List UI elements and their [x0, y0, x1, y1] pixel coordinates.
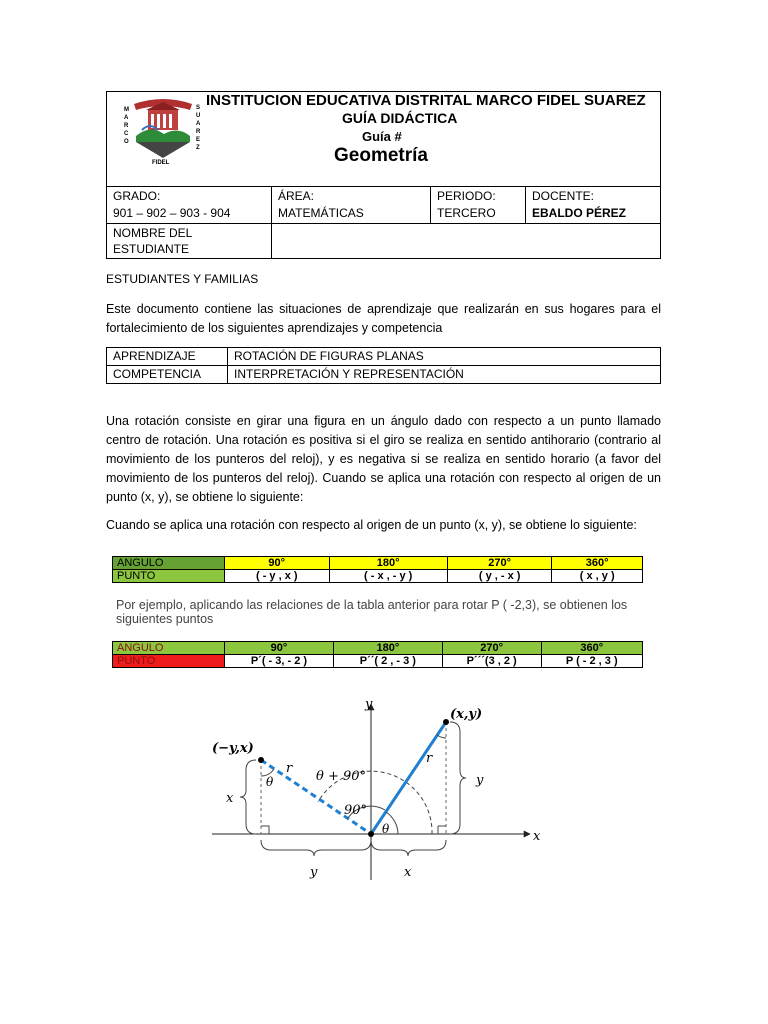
logo-text-bottom: FIDEL: [152, 160, 170, 166]
label-point-rotated: (−y,x): [212, 741, 254, 756]
point-label: PUNTO: [113, 570, 225, 583]
right-angle-left: [261, 826, 269, 834]
arc-theta-right: [437, 735, 446, 738]
label-right-y: y: [476, 773, 484, 788]
brace-right: [450, 722, 466, 834]
point-rotated: [258, 757, 264, 763]
docente-value: EBALDO PÉREZ: [532, 206, 627, 220]
point-label: PUNTO: [113, 655, 225, 668]
grado-cell: [107, 187, 272, 224]
brace-bottom-left: [261, 840, 371, 856]
y-axis-label: y: [365, 697, 373, 712]
angle-cell: 180°: [329, 557, 447, 570]
segment-original: [371, 722, 446, 834]
student-name-label: NOMBRE DEL ESTUDIANTE: [107, 224, 272, 259]
point-cell: ( x , y ): [552, 570, 643, 583]
logo-text-left: MARCO: [124, 107, 129, 145]
periodo-cell: [431, 187, 526, 224]
label-r-left: r: [286, 761, 293, 776]
competencia-label: COMPETENCIA: [107, 366, 228, 384]
angle-cell: 90°: [225, 642, 334, 655]
angle-cell: 360°: [541, 642, 642, 655]
point-cell: ( - y , x ): [225, 570, 330, 583]
guide-number: Guía #: [362, 129, 402, 144]
point-cell: P´´´(3 , 2 ): [442, 655, 541, 668]
area-cell: [272, 187, 431, 224]
student-name-field[interactable]: [272, 224, 661, 259]
point-cell: ( - x , - y ): [329, 570, 447, 583]
periodo-label: PERIODO:: [437, 189, 496, 203]
x-axis-label: x: [533, 829, 541, 844]
audience-heading: ESTUDIANTES Y FAMILIAS: [106, 272, 259, 286]
angle-cell: 180°: [333, 642, 442, 655]
grado-value: 901 – 902 – 903 - 904: [113, 206, 231, 220]
example-text: Por ejemplo, aplicando las relaciones de la tabla anterior para rotar P ( -2,3), se obtienen los siguientes puntos: [116, 598, 628, 626]
origin-point: [368, 831, 374, 837]
label-90: 90°: [344, 803, 368, 818]
docente-label: DOCENTE:: [532, 189, 595, 203]
logo-text-right: SUAREZ: [196, 105, 201, 151]
point-original: [443, 719, 449, 725]
label-theta-origin: θ: [382, 822, 390, 836]
learning-table: [106, 347, 661, 384]
angle-cell: 90°: [225, 557, 330, 570]
rotation-rule-table: [112, 556, 643, 583]
guide-title: GUÍA DIDÁCTICA: [342, 110, 458, 126]
periodo-value: TERCERO: [437, 206, 496, 220]
aprendizaje-label: APRENDIZAJE: [107, 348, 228, 366]
label-bottom-x: x: [404, 865, 412, 880]
rotation-explanation-repeat: Cuando se aplica una rotación con respecto al origen de un punto (x, y), se obtiene lo siguiente:: [106, 518, 637, 532]
rotation-explanation: Una rotación consiste en girar una figura en un ángulo dado con respecto a un punto llamado centro de rotación. Una rotación es positiva si el giro se realiza en sentido antihorario (contrario al movimiento de los punteros del reloj), y es negativa si se realiza en sentido horario (a favor del movimiento de los punteros del reloj). Cuando se aplica una rotación con respecto al origen de un punto (x, y), se obtiene lo siguiente:: [106, 414, 661, 504]
angle-cell: 360°: [552, 557, 643, 570]
label-theta-left: θ: [266, 775, 274, 789]
point-cell: ( y , - x ): [447, 570, 552, 583]
label-point-original: (x,y): [450, 707, 483, 722]
brace-left: [240, 760, 256, 834]
angle-cell: 270°: [447, 557, 552, 570]
label-theta-plus-90: θ + 90°: [316, 769, 367, 784]
label-r-right: r: [426, 751, 433, 766]
point-cell: P ( - 2 , 3 ): [541, 655, 642, 668]
angle-label: ANGULO: [113, 642, 225, 655]
angle-cell: 270°: [442, 642, 541, 655]
grado-label: GRADO:: [113, 189, 161, 203]
competencia-value: INTERPRETACIÓN Y REPRESENTACIÓN: [228, 366, 661, 384]
info-table: [106, 186, 661, 259]
institution-name: INSTITUCION EDUCATIVA DISTRITAL MARCO FIDEL SUAREZ: [206, 92, 646, 109]
docente-cell: [526, 187, 661, 224]
area-label: ÁREA:: [278, 189, 315, 203]
point-cell: P´( - 3, - 2 ): [225, 655, 334, 668]
label-left-x: x: [226, 791, 234, 806]
aprendizaje-value: ROTACIÓN DE FIGURAS PLANAS: [228, 348, 661, 366]
brace-bottom-right: [371, 840, 446, 856]
area-value: MATEMÁTICAS: [278, 206, 364, 220]
angle-label: ANGULO: [113, 557, 225, 570]
school-logo: [120, 96, 206, 164]
example-table: [112, 641, 643, 668]
subject-title: Geometría: [334, 145, 428, 166]
intro-paragraph: Este documento contiene las situaciones de aprendizaje que realizarán en sus hogares para el fortalecimiento de los siguientes aprendizajes y competencia: [106, 302, 661, 335]
point-cell: P´´( 2 , - 3 ): [333, 655, 442, 668]
label-bottom-y: y: [310, 865, 318, 880]
rotation-diagram: [200, 690, 560, 890]
